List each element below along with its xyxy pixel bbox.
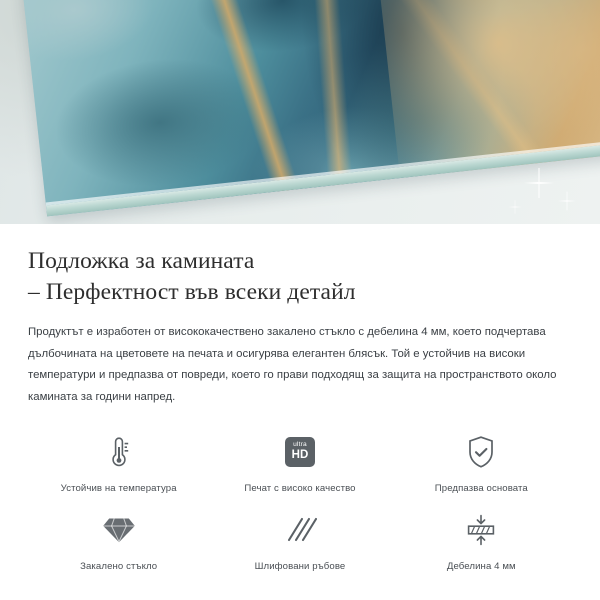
badge-top-text: ultra	[293, 441, 307, 449]
feature-label: Устойчив на температура	[60, 483, 177, 494]
polished-edges-icon	[283, 508, 317, 552]
shield-check-icon	[465, 430, 497, 474]
thickness-arrows-icon	[464, 508, 498, 552]
hero-image	[0, 0, 600, 224]
diamond-icon	[102, 508, 136, 552]
feature-item	[28, 508, 209, 572]
feature-item	[28, 430, 209, 494]
thermometer-icon	[106, 430, 132, 474]
feature-item	[209, 508, 390, 572]
content-area	[0, 246, 600, 572]
feature-item	[209, 430, 390, 494]
feature-label: Дебелина 4 мм	[446, 561, 516, 572]
feature-item	[391, 430, 572, 494]
feature-grid	[28, 430, 572, 572]
feature-item	[391, 508, 572, 572]
headline-line-1: Подложка за камината	[28, 248, 255, 274]
feature-label: Шлифовани ръбове	[254, 561, 346, 572]
ultra-hd-badge-icon	[285, 430, 315, 474]
description-paragraph: Продуктът е изработен от висококачествено закалено стъкло с дебелина 4 мм, което подчертава дълбочината на цветовете на печата и осигурява елегантен блясък. Той е устойчив на високи температури и предпазва от повреди, което го прави подходящ за защита на пространството около камината за години напред.	[28, 326, 557, 403]
feature-label: Закалено стъкло	[80, 561, 158, 572]
headline-line-2: – Перфектност във всеки детайл	[28, 279, 356, 305]
feature-label: Печат с високо качество	[244, 483, 356, 494]
page-title	[28, 246, 572, 308]
badge-bottom-text: HD	[291, 449, 309, 462]
feature-label: Предпазва основата	[434, 483, 528, 494]
